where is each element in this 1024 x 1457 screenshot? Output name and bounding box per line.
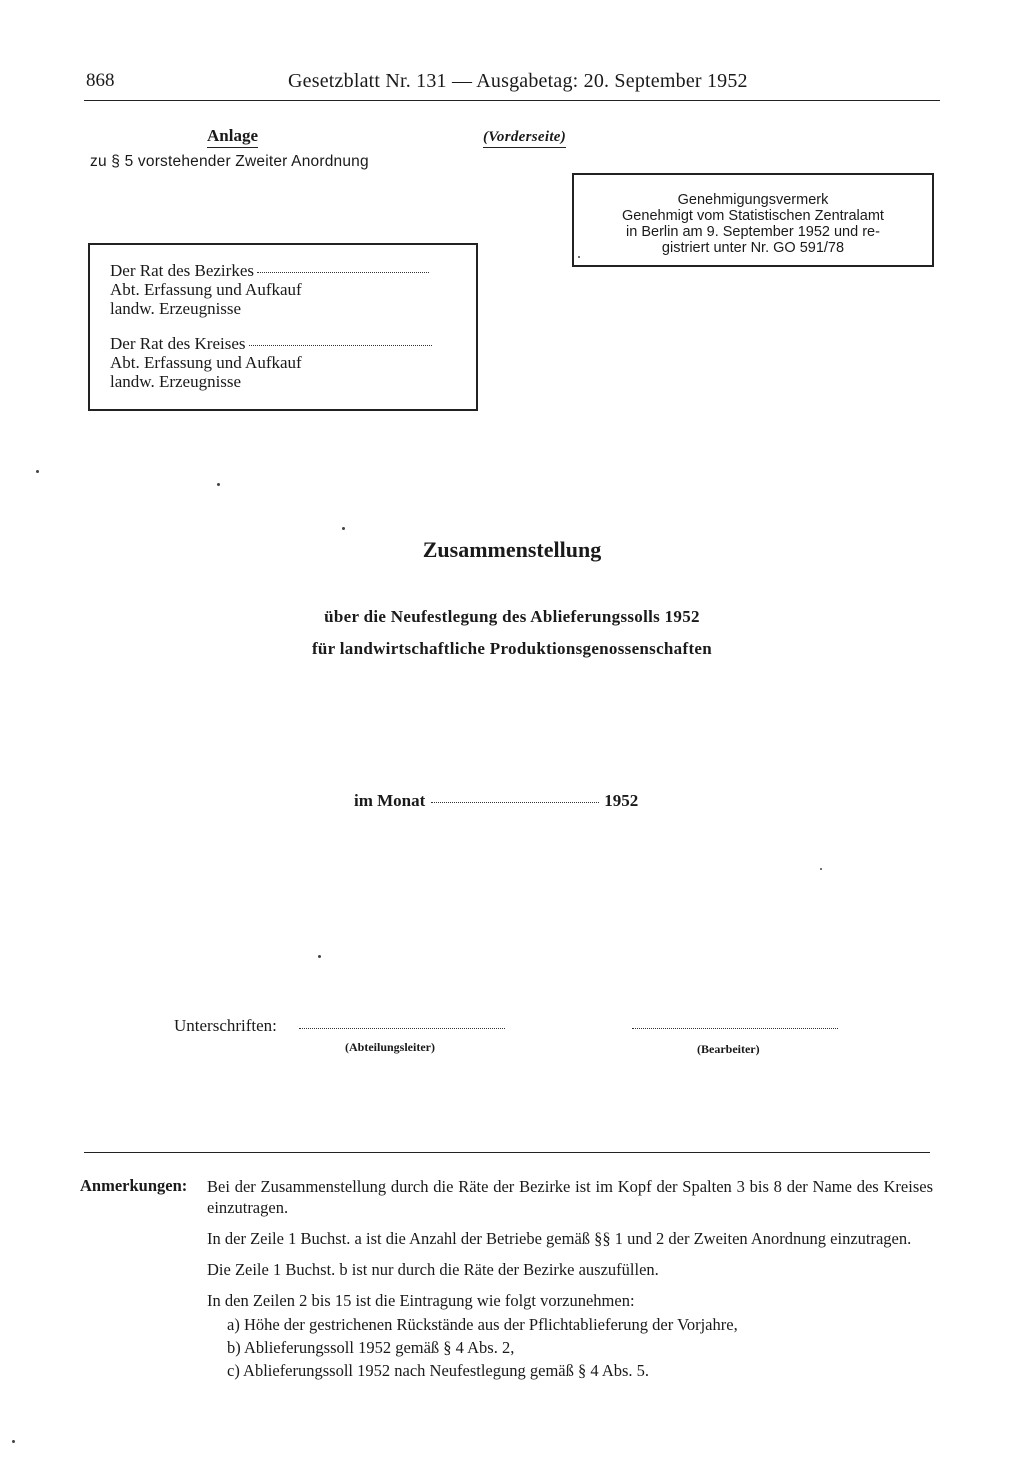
- bezirk-label: Der Rat des Bezirkes: [110, 261, 254, 280]
- approval-box: [572, 173, 934, 267]
- address-box: [88, 243, 478, 411]
- signature-line-clerk: [632, 1028, 838, 1029]
- scan-speck: [578, 256, 580, 258]
- month-fill-line: [431, 802, 599, 803]
- subtitle-line-1: über die Neufestlegung des Ablieferungssolls 1952: [324, 607, 700, 626]
- scan-speck: [217, 483, 220, 486]
- bezirk-fill-line: [257, 272, 429, 273]
- month-line: [354, 791, 638, 811]
- kreis-dept-1: Abt. Erfassung und Aufkauf: [110, 353, 302, 372]
- bezirk-dept-2: landw. Erzeugnisse: [110, 299, 242, 318]
- main-title: Zusammenstellung: [422, 537, 602, 562]
- kreis-dept-2: landw. Erzeugnisse: [110, 372, 242, 391]
- scan-speck: [12, 1440, 15, 1443]
- note-list-item: c) Ablieferungssoll 1952 nach Neufestlegung gemäß § 4 Abs. 5.: [227, 1361, 650, 1380]
- anlage-title: Anlage: [207, 126, 258, 148]
- side-label: (Vorderseite): [483, 129, 566, 148]
- kreis-line: [110, 334, 476, 353]
- notes-rule: [84, 1152, 930, 1153]
- scan-speck: [36, 470, 39, 473]
- signature-caption-clerk: (Bearbeiter): [697, 1042, 760, 1056]
- header-rule: [84, 100, 940, 101]
- running-head: Gesetzblatt Nr. 131 — Ausgabetag: 20. September 1952: [288, 70, 748, 92]
- bezirk-dept-1: Abt. Erfassung und Aufkauf: [110, 280, 302, 299]
- note-paragraph: Bei der Zusammenstellung durch die Räte der Bezirke ist im Kopf der Spalten 3 bis 8 der Name des Kreises einzutragen.: [207, 1177, 933, 1217]
- approval-line: in Berlin am 9. September 1952 und re-: [626, 224, 880, 240]
- kreis-label: Der Rat des Kreises: [110, 334, 246, 353]
- month-label: im Monat: [354, 791, 426, 810]
- page-number: 868: [86, 70, 115, 91]
- scan-speck: [820, 868, 822, 870]
- signatures-label: Unterschriften:: [174, 1016, 277, 1035]
- approval-line: Genehmigungsvermerk: [677, 192, 829, 208]
- scan-speck: [318, 955, 321, 958]
- note-paragraph: Die Zeile 1 Buchst. b ist nur durch die Räte der Bezirke auszufüllen.: [207, 1260, 659, 1279]
- approval-line: Genehmigt vom Statistischen Zentralamt: [622, 208, 884, 224]
- note-list-item: a) Höhe der gestrichenen Rückstände aus der Pflichtablieferung der Vorjahre,: [227, 1315, 738, 1334]
- scan-speck: [342, 527, 345, 530]
- note-list-item: b) Ablieferungssoll 1952 gemäß § 4 Abs. 2,: [227, 1338, 515, 1357]
- signature-line-department-head: [299, 1028, 505, 1029]
- signature-caption-department-head: (Abteilungsleiter): [345, 1040, 435, 1054]
- kreis-fill-line: [249, 345, 432, 346]
- subtitle-line-2: für landwirtschaftliche Produktionsgenossenschaften: [311, 639, 713, 658]
- notes-body: [207, 1176, 933, 1382]
- notes-label: Anmerkungen:: [80, 1176, 188, 1195]
- bezirk-line: [110, 261, 476, 280]
- anlage-subtitle: zu § 5 vorstehender Zweiter Anordnung: [90, 153, 369, 170]
- note-paragraph: In der Zeile 1 Buchst. a ist die Anzahl der Betriebe gemäß §§ 1 und 2 der Zweiten Anordnung einzutragen.: [207, 1229, 912, 1248]
- month-year: 1952: [604, 791, 639, 810]
- note-paragraph: In den Zeilen 2 bis 15 ist die Eintragung wie folgt vorzunehmen:: [207, 1291, 635, 1310]
- approval-line: gistriert unter Nr. GO 591/78: [661, 240, 845, 256]
